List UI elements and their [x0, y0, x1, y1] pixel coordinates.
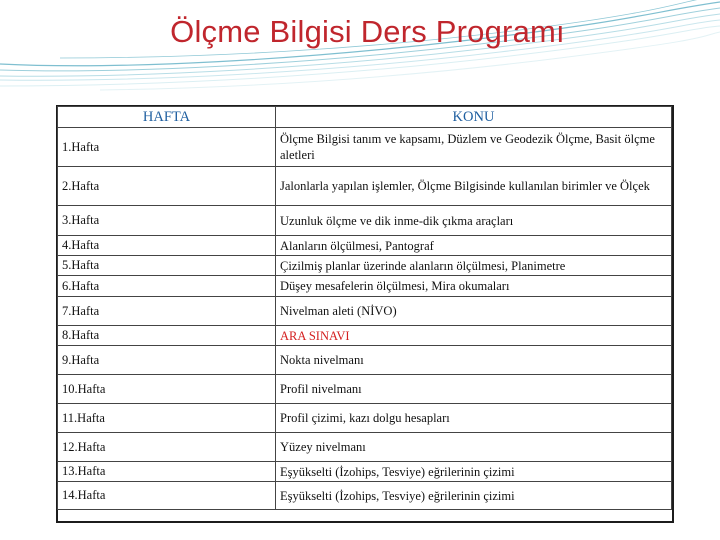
table-row [58, 276, 672, 297]
week-cell: 11.Hafta [58, 404, 276, 433]
week-cell: 3.Hafta [58, 206, 276, 236]
week-cell: 1.Hafta [58, 128, 276, 167]
table-row [58, 375, 672, 404]
topic-cell: Jalonlarla yapılan işlemler, Ölçme Bilgisinde kullanılan birimler ve Ölçek [276, 167, 672, 206]
schedule-table [57, 106, 672, 510]
table-row [58, 297, 672, 326]
topic-cell: Uzunluk ölçme ve dik inme-dik çıkma araçları [276, 206, 672, 236]
table-row [58, 462, 672, 482]
week-cell: 13.Hafta [58, 462, 276, 482]
week-cell: 4.Hafta [58, 236, 276, 256]
table-row [58, 326, 672, 346]
topic-cell: Ölçme Bilgisi tanım ve kapsamı, Düzlem ve Geodezik Ölçme, Basit ölçme aletleri [276, 128, 672, 167]
table-row [58, 206, 672, 236]
table-header-row [58, 107, 672, 128]
week-cell: 9.Hafta [58, 346, 276, 375]
table-row [58, 256, 672, 276]
table-row [58, 167, 672, 206]
topic-cell: Profil çizimi, kazı dolgu hesapları [276, 404, 672, 433]
topic-cell: Nivelman aleti (NİVO) [276, 297, 672, 326]
week-cell: 12.Hafta [58, 433, 276, 462]
table-row [58, 236, 672, 256]
table-row [58, 128, 672, 167]
header-hafta: HAFTA [58, 107, 276, 128]
header-konu: KONU [276, 107, 672, 128]
week-cell: 7.Hafta [58, 297, 276, 326]
topic-cell: Eşyükselti (İzohips, Tesviye) eğrilerinin çizimi [276, 482, 672, 510]
week-cell: 8.Hafta [58, 326, 276, 346]
table-row [58, 404, 672, 433]
topic-cell: Eşyükselti (İzohips, Tesviye) eğrilerinin çizimi [276, 462, 672, 482]
topic-cell: Yüzey nivelmanı [276, 433, 672, 462]
table-row [58, 482, 672, 510]
topic-cell: Alanların ölçülmesi, Pantograf [276, 236, 672, 256]
exam-topic-cell: ARA SINAVI [276, 326, 672, 346]
week-cell: 5.Hafta [58, 256, 276, 276]
page-title: Ölçme Bilgisi Ders Programı [170, 14, 565, 49]
topic-cell: Profil nivelmanı [276, 375, 672, 404]
week-cell: 14.Hafta [58, 482, 276, 510]
week-cell: 10.Hafta [58, 375, 276, 404]
topic-cell: Nokta nivelmanı [276, 346, 672, 375]
topic-cell: Çizilmiş planlar üzerinde alanların ölçülmesi, Planimetre [276, 256, 672, 276]
topic-cell: Düşey mesafelerin ölçülmesi, Mira okumaları [276, 276, 672, 297]
week-cell: 2.Hafta [58, 167, 276, 206]
week-cell: 6.Hafta [58, 276, 276, 297]
table-row [58, 433, 672, 462]
table-row [58, 346, 672, 375]
